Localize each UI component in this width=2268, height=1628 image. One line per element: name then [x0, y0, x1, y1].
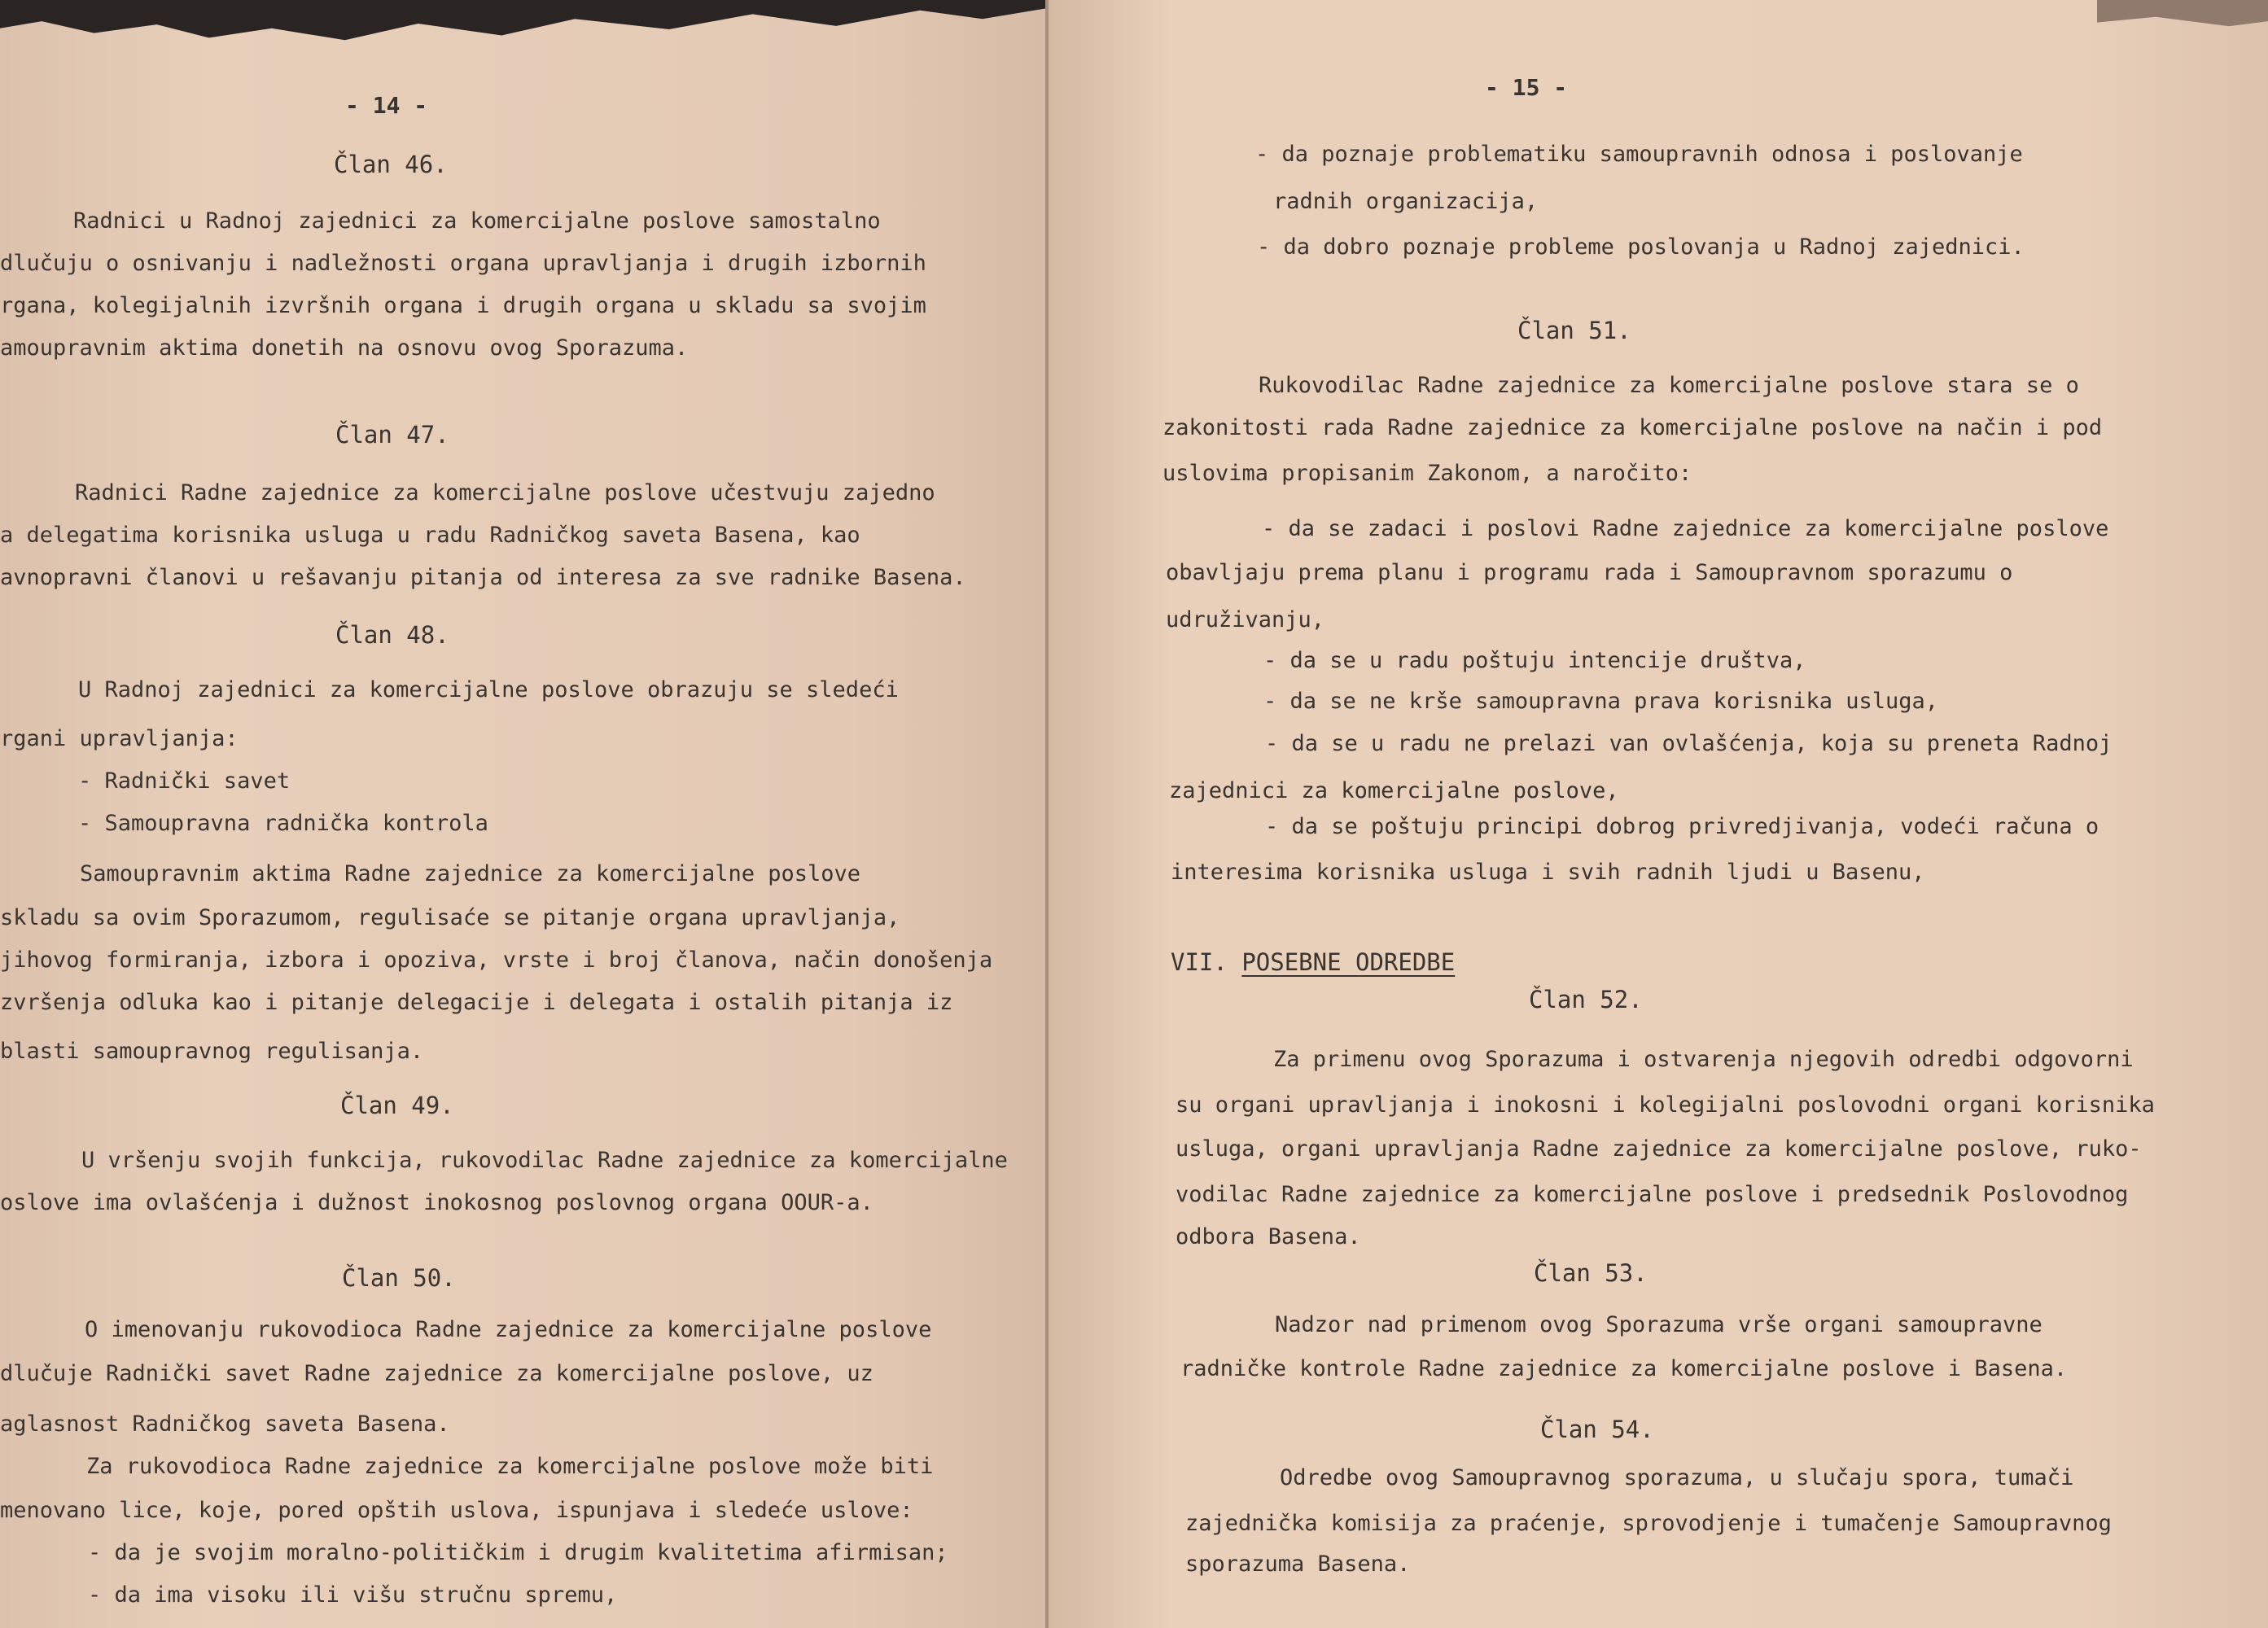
- text-line: U vršenju svojih funkcija, rukovodilac Radne zajednice za komercijalne: [81, 1148, 1008, 1173]
- article-heading: Član 50.: [342, 1264, 456, 1292]
- text-line: usluga, organi upravljanja Radne zajednice za komercijalne poslove, ruko-: [1176, 1136, 2142, 1162]
- text-line: Radnici Radne zajednice za komercijalne poslove učestvuju zajedno: [75, 480, 935, 505]
- text-line: Za rukovodioca Radne zajednice za komercijalne poslove može biti: [86, 1454, 934, 1479]
- text-line: U Radnoj zajednici za komercijalne poslove obrazuju se sledeći: [78, 677, 899, 702]
- text-line: Rukovodilac Radne zajednice za komercijalne poslove stara se o: [1259, 373, 2079, 398]
- text-line: zvršenja odluka kao i pitanje delegacije i delegata i ostalih pitanja iz: [0, 990, 953, 1015]
- article-heading: Član 53.: [1534, 1259, 1648, 1287]
- text-line: amoupravnim aktima donetih na osnovu ovog Sporazuma.: [0, 335, 689, 361]
- list-item: - Samoupravna radnička kontrola: [78, 811, 488, 836]
- section-heading: [1171, 949, 1455, 975]
- text-line: radničke kontrole Radne zajednice za komercijalne poslove i Basena.: [1180, 1356, 2068, 1381]
- torn-page-edge: [2097, 0, 2268, 37]
- article-heading: Član 46.: [334, 151, 448, 178]
- list-item: - da se zadaci i poslovi Radne zajednice za komercijalne poslove: [1262, 516, 2109, 541]
- text-line: jihovog formiranja, izbora i opoziva, vrste i broj članova, način donošenja: [0, 947, 993, 973]
- page-number: - 14 -: [345, 92, 428, 119]
- list-item: - Radnički savet: [78, 768, 291, 794]
- list-item: - da poznaje problematiku samoupravnih odnosa i poslovanje: [1255, 142, 2023, 167]
- list-item: - da je svojim moralno-političkim i drugim kvalitetima afirmisan;: [88, 1540, 948, 1565]
- text-line: udruživanju,: [1166, 607, 1325, 632]
- article-heading: Član 52.: [1529, 986, 1643, 1013]
- article-heading: Član 54.: [1540, 1416, 1654, 1443]
- left-page: [0, 0, 1045, 1628]
- text-line: sporazuma Basena.: [1185, 1551, 1411, 1577]
- page-number: - 15 -: [1485, 74, 1568, 101]
- list-item: - da se poštuju principi dobrog privredjivanja, vodeći računa o: [1265, 814, 2099, 839]
- text-line: a delegatima korisnika usluga u radu Radničkog saveta Basena, kao: [0, 523, 860, 548]
- text-line: zakonitosti rada Radne zajednice za komercijalne poslove na način i pod: [1162, 415, 2103, 440]
- text-line: rgani upravljanja:: [0, 726, 239, 751]
- text-line: avnopravni članovi u rešavanju pitanja od interesa za sve radnike Basena.: [0, 565, 966, 590]
- text-line: Radnici u Radnoj zajednici za komercijalne poslove samostalno: [73, 208, 881, 234]
- text-line: su organi upravljanja i inokosni i kolegijalni poslovodni organi korisnika: [1176, 1092, 2155, 1118]
- text-line: aglasnost Radničkog saveta Basena.: [0, 1411, 450, 1437]
- section-title: POSEBNE ODREDBE: [1241, 948, 1456, 976]
- text-line: interesima korisnika usluga i svih radnih ljudi u Basenu,: [1171, 860, 1925, 885]
- text-line: rgana, kolegijalnih izvršnih organa i drugih organa u skladu sa svojim: [0, 293, 926, 318]
- list-item: - da se ne krše samoupravna prava korisnika usluga,: [1263, 689, 1939, 714]
- list-item: - da se u radu ne prelazi van ovlašćenja, koja su preneta Radnoj: [1265, 731, 2113, 756]
- text-line: odbora Basena.: [1176, 1224, 1361, 1249]
- text-line: menovano lice, koje, pored opštih uslova, ispunjava i sledeće uslove:: [0, 1498, 913, 1523]
- text-line: blasti samoupravnog regulisanja.: [0, 1039, 424, 1064]
- article-heading: Član 49.: [340, 1092, 454, 1119]
- text-line: Nadzor nad primenom ovog Sporazuma vrše organi samoupravne: [1275, 1312, 2043, 1337]
- article-heading: Član 51.: [1517, 317, 1631, 344]
- text-line: O imenovanju rukovodioca Radne zajednice za komercijalne poslove: [85, 1317, 932, 1342]
- list-item: - da ima visoku ili višu stručnu spremu,: [88, 1582, 618, 1608]
- torn-page-edge: [0, 0, 1045, 47]
- text-line: obavljaju prema planu i programu rada i Samoupravnom sporazumu o: [1166, 560, 2013, 585]
- text-line: dlučuje Radnički savet Radne zajednice za komercijalne poslove, uz: [0, 1361, 873, 1386]
- right-page: [1049, 0, 2268, 1628]
- text-line: skladu sa ovim Sporazumom, regulisaće se pitanje organa upravljanja,: [0, 905, 900, 930]
- text-line: oslove ima ovlašćenja i dužnost inokosnog poslovnog organa OOUR-a.: [0, 1190, 873, 1215]
- text-line: zajednici za komercijalne poslove,: [1169, 778, 1619, 803]
- list-item: - da dobro poznaje probleme poslovanja u Radnoj zajednici.: [1257, 234, 2025, 260]
- text-line: Odredbe ovog Samoupravnog sporazuma, u slučaju spora, tumači: [1280, 1465, 2074, 1490]
- section-number: VII.: [1171, 948, 1228, 976]
- text-line: zajednička komisija za praćenje, sprovodjenje i tumačenje Samoupravnog: [1185, 1511, 2112, 1536]
- article-heading: Član 47.: [335, 421, 449, 449]
- text-line: Samoupravnim aktima Radne zajednice za komercijalne poslove: [80, 861, 861, 886]
- text-line: dlučuju o osnivanju i nadležnosti organa upravljanja i drugih izbornih: [0, 251, 926, 276]
- text-line: Za primenu ovog Sporazuma i ostvarenja njegovih odredbi odgovorni: [1273, 1047, 2134, 1072]
- list-item: - da se u radu poštuju intencije društva,: [1263, 648, 1806, 673]
- article-heading: Član 48.: [335, 621, 449, 649]
- text-line: vodilac Radne zajednice za komercijalne poslove i predsednik Poslovodnog: [1176, 1182, 2129, 1207]
- text-line: radnih organizacija,: [1273, 189, 1539, 214]
- text-line: uslovima propisanim Zakonom, a naročito:: [1162, 461, 1692, 486]
